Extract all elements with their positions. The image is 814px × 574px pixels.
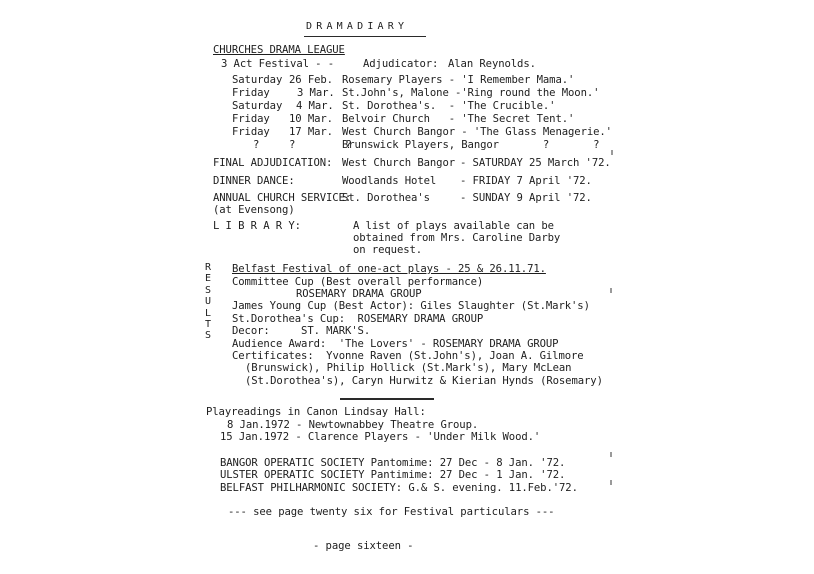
playreading-item: 8 Jan.1972 - Newtownabbey Theatre Group. bbox=[227, 419, 479, 431]
schedule-event: Belvoir Church - 'The Secret Tent.' bbox=[342, 113, 575, 125]
section-heading: CHURCHES DRAMA LEAGUE bbox=[213, 44, 345, 56]
results-heading: Belfast Festival of one-act plays - 25 & 26.11.71. bbox=[232, 263, 546, 275]
event-date: - FRIDAY 7 April '72. bbox=[460, 175, 592, 187]
library-line: on request. bbox=[353, 244, 423, 256]
adjudicator-name: Alan Reynolds. bbox=[448, 58, 536, 70]
footer-note: --- see page twenty six for Festival particulars --- bbox=[228, 506, 555, 518]
results-line: St.Dorothea's Cup: ROSEMARY DRAMA GROUP bbox=[232, 313, 484, 325]
schedule-date: ? ? bbox=[289, 139, 352, 151]
results-line: Audience Award: 'The Lovers' - ROSEMARY DRAMA GROUP bbox=[232, 338, 559, 350]
schedule-day: Saturday bbox=[232, 74, 283, 86]
event-label: FINAL ADJUDICATION: bbox=[213, 157, 333, 169]
operatic-line: BANGOR OPERATIC SOCIETY Pantomime: 27 Dec - 8 Jan. '72. bbox=[220, 457, 566, 469]
schedule-date: 4 Mar. bbox=[296, 100, 334, 112]
results-line: (St.Dorothea's), Caryn Hurwitz & Kierian Hynds (Rosemary) bbox=[245, 375, 603, 387]
service-note: (at Evensong) bbox=[213, 204, 295, 216]
schedule-date: 10 Mar. bbox=[289, 113, 333, 125]
results-line: James Young Cup (Best Actor): Giles Slaughter (St.Mark's) bbox=[232, 300, 590, 312]
schedule-day: Friday bbox=[232, 113, 270, 125]
results-line: Certificates: Yvonne Raven (St.John's), Joan A. Gilmore bbox=[232, 350, 584, 362]
schedule-event: Rosemary Players - 'I Remember Mama.' bbox=[342, 74, 575, 86]
schedule-day: Saturday bbox=[232, 100, 283, 112]
event-date: - SUNDAY 9 April '72. bbox=[460, 192, 592, 204]
operatic-line: ULSTER OPERATIC SOCIETY Pantimime: 27 Dec - 1 Jan. '72. bbox=[220, 469, 566, 481]
section-divider bbox=[340, 398, 434, 400]
event-date: - SATURDAY 25 March '72. bbox=[460, 157, 611, 169]
schedule-day: Friday bbox=[232, 126, 270, 138]
results-side-label bbox=[203, 262, 213, 342]
schedule-date: 26 Feb. bbox=[289, 74, 333, 86]
results-letter: E bbox=[204, 273, 212, 285]
results-line: Committee Cup (Best overall performance) bbox=[232, 276, 484, 288]
event-venue: Woodlands Hotel bbox=[342, 175, 437, 187]
scan-mark bbox=[610, 288, 612, 293]
results-letter: T bbox=[204, 319, 212, 331]
library-line: obtained from Mrs. Caroline Darby bbox=[353, 232, 561, 244]
schedule-date: 17 Mar. bbox=[289, 126, 333, 138]
event-venue: West Church Bangor bbox=[342, 157, 456, 169]
scan-mark bbox=[611, 150, 613, 155]
scan-mark bbox=[610, 480, 612, 485]
library-line: A list of plays available can be bbox=[353, 220, 554, 232]
schedule-day: Friday bbox=[232, 87, 270, 99]
results-line: ROSEMARY DRAMA GROUP bbox=[296, 288, 422, 300]
schedule-event: St. Dorothea's. - 'The Crucible.' bbox=[342, 100, 556, 112]
adjudicator-label: Adjudicator: bbox=[363, 58, 439, 70]
results-letter: R bbox=[204, 262, 212, 273]
results-letter: U bbox=[204, 296, 212, 308]
playreadings-heading: Playreadings in Canon Lindsay Hall: bbox=[206, 406, 426, 418]
page-number: - page sixteen - bbox=[313, 540, 414, 552]
title-underline bbox=[304, 36, 426, 37]
schedule-event: St.John's, Malone -'Ring round the Moon.' bbox=[342, 87, 600, 99]
event-label: ANNUAL CHURCH SERVICE: bbox=[213, 192, 352, 204]
results-letter: S bbox=[204, 330, 212, 342]
festival-name: 3 Act Festival - - bbox=[221, 58, 335, 70]
results-line: (Brunswick), Philip Hollick (St.Mark's), Mary McLean bbox=[245, 362, 572, 374]
event-venue: St. Dorothea's bbox=[342, 192, 430, 204]
operatic-line: BELFAST PHILHARMONIC SOCIETY: G.& S. evening. 11.Feb.'72. bbox=[220, 482, 578, 494]
schedule-event: Brunswick Players, Bangor ? ? bbox=[342, 139, 600, 151]
results-letter: L bbox=[204, 307, 212, 319]
results-line: Decor: ST. MARK'S. bbox=[232, 325, 371, 337]
schedule-event: West Church Bangor - 'The Glass Menagerie.' bbox=[342, 126, 612, 138]
scan-mark bbox=[610, 452, 612, 457]
results-letter: S bbox=[204, 284, 212, 296]
library-label: L I B R A R Y: bbox=[213, 220, 301, 232]
schedule-date: 3 Mar. bbox=[297, 87, 335, 99]
event-label: DINNER DANCE: bbox=[213, 175, 295, 187]
playreading-item: 15 Jan.1972 - Clarence Players - 'Under Milk Wood.' bbox=[220, 431, 541, 443]
page-title: DRAMADIARY bbox=[306, 21, 409, 32]
schedule-day: ? bbox=[253, 139, 260, 151]
